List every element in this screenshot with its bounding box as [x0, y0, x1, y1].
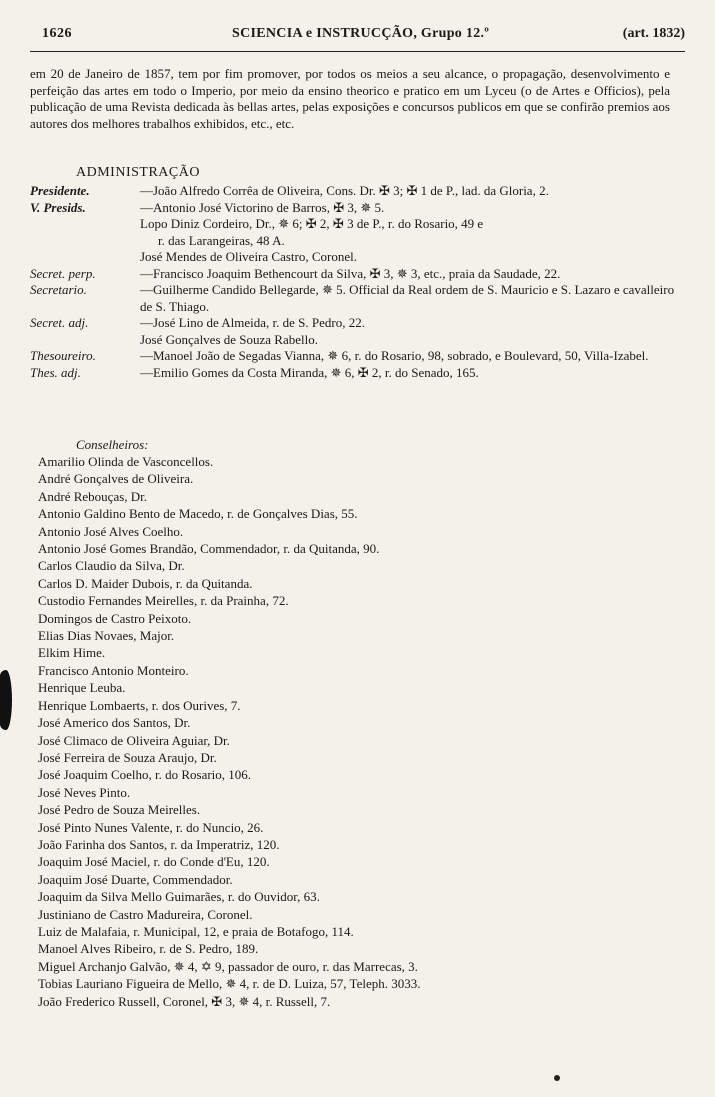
entry-secretario	[30, 282, 675, 315]
conselheiro-item: Carlos Claudio da Silva, Dr.	[38, 558, 185, 574]
conselheiro-item: Tobias Lauriano Figueira de Mello, ✵ 4, r. de D. Luiza, 57, Teleph. 3033.	[38, 976, 421, 992]
conselheiro-item: Custodio Fernandes Meirelles, r. da Prainha, 72.	[38, 593, 289, 609]
administration-list	[30, 183, 675, 381]
conselheiros-list	[38, 453, 678, 1010]
conselheiro-item: Domingos de Castro Peixoto.	[38, 610, 192, 626]
running-header	[42, 26, 685, 48]
entry-thesoureiro	[30, 348, 675, 365]
role-label: Secretario.	[30, 282, 87, 297]
conselheiro-item: José Pedro de Souza Meirelles.	[38, 802, 201, 818]
entry-line: José Mendes de Oliveira Castro, Coronel.	[140, 249, 357, 264]
conselheiro-item: José Joaquim Coelho, r. do Rosario, 106.	[38, 767, 252, 783]
conselheiro-item: Antonio José Gomes Brandão, Commendador, r. da Quitanda, 90.	[38, 541, 380, 557]
conselheiro-item: Elkim Hime.	[38, 645, 106, 661]
conselheiro-item: Carlos D. Maider Dubois, r. da Quitanda.	[38, 575, 253, 591]
entry-secretario-perpetuo	[30, 266, 675, 283]
intro-paragraph: em 20 de Janeiro de 1857, tem por fim promover, por todos os meios a seu alcance, o propagação, desenvolvimento e perfeição das artes em todo o Imperio, por meio da ensino theorico e pratico em um Lyceu (o de Artes e Officios), pela publicação de uma Revista dedicada às bellas artes, pelas exposições e concursos publicos em que se confirão premios aos autores dos melhores trabalhos exhibidos, etc., etc.	[30, 66, 670, 131]
conselheiro-item: Amarilio Olinda de Vasconcellos.	[38, 454, 214, 469]
entry-line: —Guilherme Candido Bellegarde, ✵ 5. Official da Real ordem de S. Mauricio e S. Lazaro e cavalleiro de S. Thiago.	[140, 282, 675, 314]
conselheiro-item: José Pinto Nunes Valente, r. do Nuncio, 26.	[38, 819, 264, 835]
entry-line: José Gonçalves de Souza Rabello.	[140, 331, 318, 347]
entry-line: r. das Larangeiras, 48 A.	[158, 232, 285, 248]
entry-line: —Francisco Joaquim Bethencourt da Silva, ✠ 3, ✵ 3, etc., praia da Saudade, 22.	[140, 265, 561, 281]
conselheiro-item: José Ferreira de Souza Araujo, Dr.	[38, 749, 217, 765]
conselheiro-item: André Rebouças, Dr.	[38, 488, 148, 504]
conselheiro-item: Henrique Leuba.	[38, 680, 126, 696]
conselheiro-item: Justiniano de Castro Madureira, Coronel.	[38, 906, 253, 922]
ink-speck	[554, 1075, 560, 1081]
section-title: SCIENCIA e INSTRUCÇÃO, Grupo 12.º	[232, 26, 490, 41]
conselheiro-item: João Frederico Russell, Coronel, ✠ 3, ✵ 4, r. Russell, 7.	[38, 993, 331, 1009]
ink-blot	[0, 670, 12, 730]
entry-line: —Antonio José Victorino de Barros, ✠ 3, ✵ 5.	[140, 199, 385, 215]
entry-line: —João Alfredo Corrêa de Oliveira, Cons. Dr. ✠ 3; ✠ 1 de P., lad. da Gloria, 2.	[140, 183, 549, 198]
role-label: Presidente.	[30, 183, 90, 198]
entry-line: Lopo Diniz Cordeiro, Dr., ✵ 6; ✠ 2, ✠ 3 de P., r. do Rosario, 49 e	[140, 216, 484, 231]
entry-presidente	[30, 183, 675, 200]
administration-heading: ADMINISTRAÇÃO	[76, 165, 200, 180]
conselheiro-item: João Farinha dos Santos, r. da Imperatriz, 120.	[38, 836, 280, 852]
page-number: 1626	[42, 26, 72, 41]
article-number: (art. 1832)	[622, 26, 685, 41]
conselheiro-item: Joaquim José Maciel, r. do Conde d'Eu, 120.	[38, 854, 270, 870]
role-label: Thesoureiro.	[30, 348, 96, 363]
conselheiro-item: Miguel Archanjo Galvão, ✵ 4, ✡ 9, passador de ouro, r. das Marrecas, 3.	[38, 958, 418, 974]
conselheiro-item: Joaquim da Silva Mello Guimarães, r. do Ouvidor, 63.	[38, 889, 320, 905]
conselheiro-item: José Americo dos Santos, Dr.	[38, 715, 191, 731]
entry-vice-presidentes	[30, 200, 675, 266]
role-label: Secret. perp.	[30, 265, 96, 281]
header-rule	[30, 51, 685, 52]
conselheiro-item: Antonio José Alves Coelho.	[38, 523, 184, 539]
conselheiro-item: Antonio Galdino Bento de Macedo, r. de Gonçalves Dias, 55.	[38, 506, 358, 522]
conselheiro-item: Henrique Lombaerts, r. dos Ourives, 7.	[38, 697, 241, 713]
role-label: Secret. adj.	[30, 315, 89, 330]
conselheiro-item: Luiz de Malafaia, r. Municipal, 12, e praia de Botafogo, 114.	[38, 923, 354, 939]
role-label: V. Presids.	[30, 199, 86, 215]
conselheiros-heading: Conselheiros:	[76, 437, 149, 452]
role-label: Thes. adj.	[30, 364, 81, 380]
conselheiro-item: André Gonçalves de Oliveira.	[38, 471, 194, 487]
entry-secretario-adjunto	[30, 315, 675, 348]
conselheiro-item: Manoel Alves Ribeiro, r. de S. Pedro, 189.	[38, 941, 259, 957]
entry-line: —Manoel João de Segadas Vianna, ✵ 6, r. do Rosario, 98, sobrado, e Boulevard, 50, Villa-Izabel.	[140, 348, 649, 363]
entry-line: —José Lino de Almeida, r. de S. Pedro, 22.	[140, 315, 365, 330]
entry-line: —Emilio Gomes da Costa Miranda, ✵ 6, ✠ 2, r. do Senado, 165.	[140, 364, 479, 380]
conselheiro-item: Joaquim José Duarte, Commendador.	[38, 871, 233, 887]
conselheiro-item: José Neves Pinto.	[38, 784, 131, 800]
conselheiro-item: José Climaco de Oliveira Aguiar, Dr.	[38, 732, 230, 748]
conselheiro-item: Elias Dias Novaes, Major.	[38, 628, 175, 644]
entry-thesoureiro-adjunto	[30, 365, 675, 382]
conselheiro-item: Francisco Antonio Monteiro.	[38, 662, 189, 678]
